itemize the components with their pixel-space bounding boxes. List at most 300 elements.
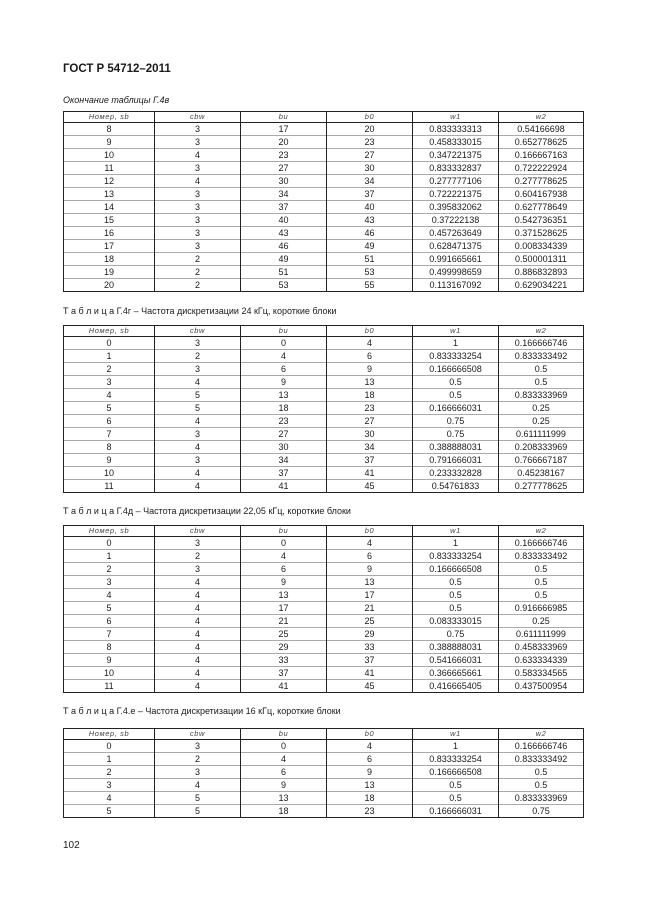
- table-cell: 43: [241, 227, 327, 240]
- table-cell: 37: [327, 654, 413, 667]
- table-row: [64, 350, 584, 363]
- table-cell: 0.833333969: [499, 389, 584, 402]
- table-cell: 3: [155, 227, 241, 240]
- table-cell: 0.833333492: [499, 753, 584, 766]
- table-cell: 4: [241, 550, 327, 563]
- table-row: [64, 188, 584, 201]
- column-header: cbw: [155, 112, 241, 123]
- table-cell: 37: [241, 201, 327, 214]
- table-cell: 3: [155, 162, 241, 175]
- table-continuation-caption: Окончание таблицы Г.4в: [63, 95, 170, 105]
- table-row: [64, 805, 584, 818]
- table-cell: 13: [327, 779, 413, 792]
- column-header: b0: [327, 526, 413, 537]
- table-row: [64, 175, 584, 188]
- table-cell: 53: [241, 279, 327, 292]
- table-row: [64, 363, 584, 376]
- table-cell: 0.395832062: [413, 201, 499, 214]
- column-header: w1: [413, 112, 499, 123]
- table-cell: 13: [327, 576, 413, 589]
- table-cell: 6: [241, 563, 327, 576]
- table-cell: 0.347221375: [413, 149, 499, 162]
- column-header: bu: [241, 112, 327, 123]
- table-row: [64, 602, 584, 615]
- table-cell: 9: [327, 363, 413, 376]
- table-cell: 2: [155, 753, 241, 766]
- table-row: [64, 537, 584, 550]
- table-cell: 0.25: [499, 402, 584, 415]
- table-cell: 0.541666031: [413, 654, 499, 667]
- table-cell: 0.5: [499, 376, 584, 389]
- table-cell: 5: [64, 402, 155, 415]
- table-cell: 8: [64, 441, 155, 454]
- table-cell: 13: [241, 589, 327, 602]
- table-cell: 0.388888031: [413, 441, 499, 454]
- table-cell: 0.611111999: [499, 428, 584, 441]
- table-cell: 4: [155, 628, 241, 641]
- table-cell: 1: [64, 550, 155, 563]
- table-g4g-caption: Т а б л и ц а Г.4г – Частота дискретизации 24 кГц, короткие блоки: [63, 306, 337, 316]
- table-cell: 7: [64, 428, 155, 441]
- table-row: [64, 253, 584, 266]
- table-cell: 25: [327, 615, 413, 628]
- table-cell: 40: [327, 201, 413, 214]
- table-cell: 0.416665405: [413, 680, 499, 693]
- table-cell: 2: [155, 350, 241, 363]
- table-cell: 0.458333015: [413, 136, 499, 149]
- table-cell: 2: [64, 766, 155, 779]
- table-cell: 40: [241, 214, 327, 227]
- table-cell: 5: [155, 805, 241, 818]
- table-cell: 3: [155, 337, 241, 350]
- table-cell: 4: [155, 480, 241, 493]
- table-cell: 5: [64, 602, 155, 615]
- table-cell: 9: [241, 576, 327, 589]
- table-cell: 0.208333969: [499, 441, 584, 454]
- table-cell: 53: [327, 266, 413, 279]
- table-row: [64, 792, 584, 805]
- table-cell: 9: [327, 766, 413, 779]
- table-cell: 2: [155, 550, 241, 563]
- table-cell: 13: [64, 188, 155, 201]
- table-cell: 41: [241, 680, 327, 693]
- table-cell: 43: [327, 214, 413, 227]
- table-cell: 3: [155, 563, 241, 576]
- table-cell: 0.457263649: [413, 227, 499, 240]
- column-header: Номер, sb: [64, 326, 155, 337]
- table-cell: 16: [64, 227, 155, 240]
- table-row: [64, 615, 584, 628]
- table-cell: 18: [327, 792, 413, 805]
- table-cell: 3: [64, 576, 155, 589]
- table-cell: 4: [155, 467, 241, 480]
- table-cell: 0.277778625: [499, 480, 584, 493]
- table-cell: 4: [64, 389, 155, 402]
- table-cell: 0.166666746: [499, 337, 584, 350]
- table-g4g: [63, 325, 584, 493]
- table-cell: 4: [155, 415, 241, 428]
- column-header: w2: [499, 112, 584, 123]
- table-cell: 4: [155, 654, 241, 667]
- table-cell: 30: [241, 175, 327, 188]
- table-cell: 0.833333313: [413, 123, 499, 136]
- table-cell: 3: [155, 214, 241, 227]
- table-row: [64, 740, 584, 753]
- table-cell: 4: [155, 376, 241, 389]
- table-cell: 9: [327, 563, 413, 576]
- table-row: [64, 680, 584, 693]
- table-g4e: [63, 728, 584, 818]
- table-cell: 49: [241, 253, 327, 266]
- table-row: [64, 589, 584, 602]
- table-cell: 9: [241, 376, 327, 389]
- table-cell: 27: [327, 149, 413, 162]
- table-row: [64, 480, 584, 493]
- table-cell: 13: [241, 389, 327, 402]
- table-row: [64, 641, 584, 654]
- table-cell: 33: [241, 654, 327, 667]
- page-number: 102: [63, 840, 80, 851]
- column-header: cbw: [155, 326, 241, 337]
- table-cell: 2: [155, 253, 241, 266]
- table-cell: 4: [155, 175, 241, 188]
- table-cell: 46: [327, 227, 413, 240]
- table-cell: 0.437500954: [499, 680, 584, 693]
- table-cell: 0.833333969: [499, 792, 584, 805]
- table-cell: 27: [241, 162, 327, 175]
- table-row: [64, 467, 584, 480]
- table-g4e-caption: Т а б л и ц а Г.4.е – Частота дискретизации 16 кГц, короткие блоки: [63, 706, 341, 716]
- table-cell: 0.166666508: [413, 766, 499, 779]
- table-cell: 27: [327, 415, 413, 428]
- table-cell: 0.833333254: [413, 350, 499, 363]
- table-cell: 3: [155, 766, 241, 779]
- column-header: bu: [241, 326, 327, 337]
- table-cell: 18: [241, 805, 327, 818]
- table-g4d: [63, 525, 584, 693]
- table-header-row: [64, 112, 584, 123]
- table-cell: 9: [64, 454, 155, 467]
- table-cell: 0.766667187: [499, 454, 584, 467]
- table-cell: 0.542736351: [499, 214, 584, 227]
- table-cell: 10: [64, 467, 155, 480]
- table-cell: 0.45238167: [499, 467, 584, 480]
- table-cell: 3: [155, 454, 241, 467]
- column-header: b0: [327, 112, 413, 123]
- table-cell: 0.627778649: [499, 201, 584, 214]
- column-header: Номер, sb: [64, 112, 155, 123]
- table-cell: 4: [327, 537, 413, 550]
- table-cell: 6: [64, 415, 155, 428]
- table-row: [64, 389, 584, 402]
- column-header: Номер, sb: [64, 526, 155, 537]
- table-cell: 4: [155, 680, 241, 693]
- table-cell: 17: [64, 240, 155, 253]
- table-cell: 1: [64, 350, 155, 363]
- table-cell: 8: [64, 123, 155, 136]
- table-cell: 0.388888031: [413, 641, 499, 654]
- table-cell: 46: [241, 240, 327, 253]
- table-cell: 29: [241, 641, 327, 654]
- table-cell: 23: [327, 402, 413, 415]
- table-row: [64, 201, 584, 214]
- table-cell: 51: [241, 266, 327, 279]
- table-cell: 9: [64, 136, 155, 149]
- table-cell: 4: [155, 149, 241, 162]
- table-cell: 29: [327, 628, 413, 641]
- table-row: [64, 667, 584, 680]
- table-cell: 33: [327, 641, 413, 654]
- table-g4d-caption: Т а б л и ц а Г.4д – Частота дискретизации 22,05 кГц, короткие блоки: [63, 506, 351, 516]
- table-cell: 0.166666508: [413, 563, 499, 576]
- table-cell: 0.458333969: [499, 641, 584, 654]
- table-cell: 0.277777106: [413, 175, 499, 188]
- table-cell: 5: [64, 805, 155, 818]
- table-row: [64, 214, 584, 227]
- table-row: [64, 136, 584, 149]
- table-cell: 34: [241, 188, 327, 201]
- table-cell: 6: [241, 363, 327, 376]
- table-cell: 1: [413, 337, 499, 350]
- table-cell: 0.166667163: [499, 149, 584, 162]
- table-cell: 18: [241, 402, 327, 415]
- column-header: cbw: [155, 729, 241, 740]
- table-row: [64, 123, 584, 136]
- table-cell: 3: [64, 376, 155, 389]
- column-header: w2: [499, 729, 584, 740]
- table-cell: 9: [64, 654, 155, 667]
- table-cell: 0.833333254: [413, 550, 499, 563]
- table-row: [64, 550, 584, 563]
- table-cell: 11: [64, 480, 155, 493]
- table-row: [64, 628, 584, 641]
- table-cell: 3: [155, 123, 241, 136]
- table-cell: 0.5: [499, 563, 584, 576]
- table-cell: 0.166666031: [413, 805, 499, 818]
- table-cell: 2: [155, 279, 241, 292]
- table-cell: 11: [64, 680, 155, 693]
- table-cell: 23: [241, 415, 327, 428]
- table-cell: 2: [64, 563, 155, 576]
- table-row: [64, 441, 584, 454]
- table-cell: 0: [241, 740, 327, 753]
- table-row: [64, 162, 584, 175]
- table-cell: 5: [155, 402, 241, 415]
- table-cell: 4: [155, 667, 241, 680]
- table-row: [64, 779, 584, 792]
- table-cell: 0.25: [499, 415, 584, 428]
- table-cell: 23: [241, 149, 327, 162]
- column-header: w1: [413, 526, 499, 537]
- table-g4v-end: [63, 111, 584, 292]
- table-cell: 0.008334339: [499, 240, 584, 253]
- table-cell: 13: [241, 792, 327, 805]
- table-cell: 1: [413, 537, 499, 550]
- table-cell: 0: [64, 537, 155, 550]
- column-header: w1: [413, 326, 499, 337]
- table-cell: 41: [241, 480, 327, 493]
- table-cell: 0.833333254: [413, 753, 499, 766]
- table-cell: 3: [155, 136, 241, 149]
- table-row: [64, 766, 584, 779]
- table-cell: 0.277778625: [499, 175, 584, 188]
- table-cell: 4: [241, 350, 327, 363]
- table-cell: 0.5: [413, 376, 499, 389]
- table-cell: 2: [64, 363, 155, 376]
- table-cell: 0.166666031: [413, 402, 499, 415]
- table-cell: 4: [241, 753, 327, 766]
- table-cell: 0.5: [499, 363, 584, 376]
- table-row: [64, 415, 584, 428]
- table-row: [64, 337, 584, 350]
- table-cell: 6: [327, 753, 413, 766]
- table-cell: 0.233332828: [413, 467, 499, 480]
- table-cell: 0.791666031: [413, 454, 499, 467]
- table-cell: 4: [155, 589, 241, 602]
- table-cell: 0.5: [413, 779, 499, 792]
- table-cell: 37: [327, 454, 413, 467]
- table-cell: 0.833333492: [499, 550, 584, 563]
- table-cell: 49: [327, 240, 413, 253]
- table-cell: 30: [327, 428, 413, 441]
- table-cell: 0.083333015: [413, 615, 499, 628]
- table-cell: 3: [155, 240, 241, 253]
- table-cell: 45: [327, 680, 413, 693]
- table-cell: 0.5: [413, 576, 499, 589]
- table-cell: 0: [241, 537, 327, 550]
- table-cell: 13: [327, 376, 413, 389]
- table-cell: 0.722221375: [413, 188, 499, 201]
- table-row: [64, 240, 584, 253]
- table-cell: 1: [64, 753, 155, 766]
- table-cell: 0.166666746: [499, 740, 584, 753]
- table-cell: 18: [327, 389, 413, 402]
- table-row: [64, 227, 584, 240]
- table-cell: 0.633334339: [499, 654, 584, 667]
- table-cell: 34: [241, 454, 327, 467]
- table-cell: 0.166666746: [499, 537, 584, 550]
- table-cell: 0.916666985: [499, 602, 584, 615]
- table-cell: 17: [241, 123, 327, 136]
- table-cell: 19: [64, 266, 155, 279]
- table-cell: 8: [64, 641, 155, 654]
- table-cell: 0.75: [413, 428, 499, 441]
- table-row: [64, 279, 584, 292]
- table-cell: 0.371528625: [499, 227, 584, 240]
- table-cell: 7: [64, 628, 155, 641]
- table-cell: 0.629034221: [499, 279, 584, 292]
- table-cell: 6: [241, 766, 327, 779]
- table-cell: 4: [155, 441, 241, 454]
- table-cell: 25: [241, 628, 327, 641]
- column-header: bu: [241, 729, 327, 740]
- table-cell: 5: [155, 792, 241, 805]
- table-cell: 0.583334565: [499, 667, 584, 680]
- table-cell: 34: [327, 175, 413, 188]
- table-cell: 10: [64, 667, 155, 680]
- column-header: w2: [499, 326, 584, 337]
- table-cell: 0.5: [499, 576, 584, 589]
- table-cell: 30: [241, 441, 327, 454]
- table-cell: 0.366665661: [413, 667, 499, 680]
- table-cell: 4: [155, 641, 241, 654]
- table-row: [64, 149, 584, 162]
- table-cell: 0.833333492: [499, 350, 584, 363]
- table-header-row: [64, 729, 584, 740]
- table-cell: 6: [64, 615, 155, 628]
- table-cell: 0.991665661: [413, 253, 499, 266]
- column-header: Номер, sb: [64, 729, 155, 740]
- table-cell: 23: [327, 136, 413, 149]
- table-cell: 0.5: [499, 589, 584, 602]
- table-row: [64, 402, 584, 415]
- table-cell: 0.611111999: [499, 628, 584, 641]
- table-cell: 4: [64, 792, 155, 805]
- table-cell: 0.833332837: [413, 162, 499, 175]
- column-header: w1: [413, 729, 499, 740]
- table-cell: 30: [327, 162, 413, 175]
- table-cell: 0.75: [499, 805, 584, 818]
- table-cell: 3: [155, 363, 241, 376]
- table-cell: 0.5: [499, 766, 584, 779]
- table-cell: 0.499998659: [413, 266, 499, 279]
- table-cell: 2: [155, 266, 241, 279]
- table-cell: 5: [155, 389, 241, 402]
- table-cell: 0: [64, 740, 155, 753]
- table-cell: 51: [327, 253, 413, 266]
- table-cell: 0: [64, 337, 155, 350]
- table-cell: 0.886832893: [499, 266, 584, 279]
- table-row: [64, 266, 584, 279]
- table-cell: 15: [64, 214, 155, 227]
- table-cell: 3: [155, 537, 241, 550]
- table-cell: 6: [327, 550, 413, 563]
- column-header: b0: [327, 326, 413, 337]
- table-cell: 0: [241, 337, 327, 350]
- table-cell: 0.37222138: [413, 214, 499, 227]
- table-cell: 3: [155, 428, 241, 441]
- table-row: [64, 428, 584, 441]
- table-cell: 0.5: [499, 779, 584, 792]
- table-cell: 20: [241, 136, 327, 149]
- table-cell: 37: [241, 667, 327, 680]
- table-cell: 45: [327, 480, 413, 493]
- table-cell: 41: [327, 467, 413, 480]
- table-cell: 0.5: [413, 792, 499, 805]
- column-header: bu: [241, 526, 327, 537]
- table-cell: 34: [327, 441, 413, 454]
- table-cell: 20: [64, 279, 155, 292]
- document-header: ГОСТ Р 54712–2011: [63, 63, 171, 75]
- table-cell: 37: [327, 188, 413, 201]
- table-cell: 0.75: [413, 628, 499, 641]
- table-row: [64, 376, 584, 389]
- table-cell: 41: [327, 667, 413, 680]
- table-row: [64, 753, 584, 766]
- table-cell: 4: [327, 740, 413, 753]
- table-cell: 0.75: [413, 415, 499, 428]
- table-header-row: [64, 526, 584, 537]
- table-row: [64, 563, 584, 576]
- table-row: [64, 576, 584, 589]
- table-cell: 6: [327, 350, 413, 363]
- table-header-row: [64, 326, 584, 337]
- table-cell: 0.25: [499, 615, 584, 628]
- table-cell: 4: [155, 576, 241, 589]
- table-cell: 37: [241, 467, 327, 480]
- table-cell: 0.166666508: [413, 363, 499, 376]
- table-cell: 1: [413, 740, 499, 753]
